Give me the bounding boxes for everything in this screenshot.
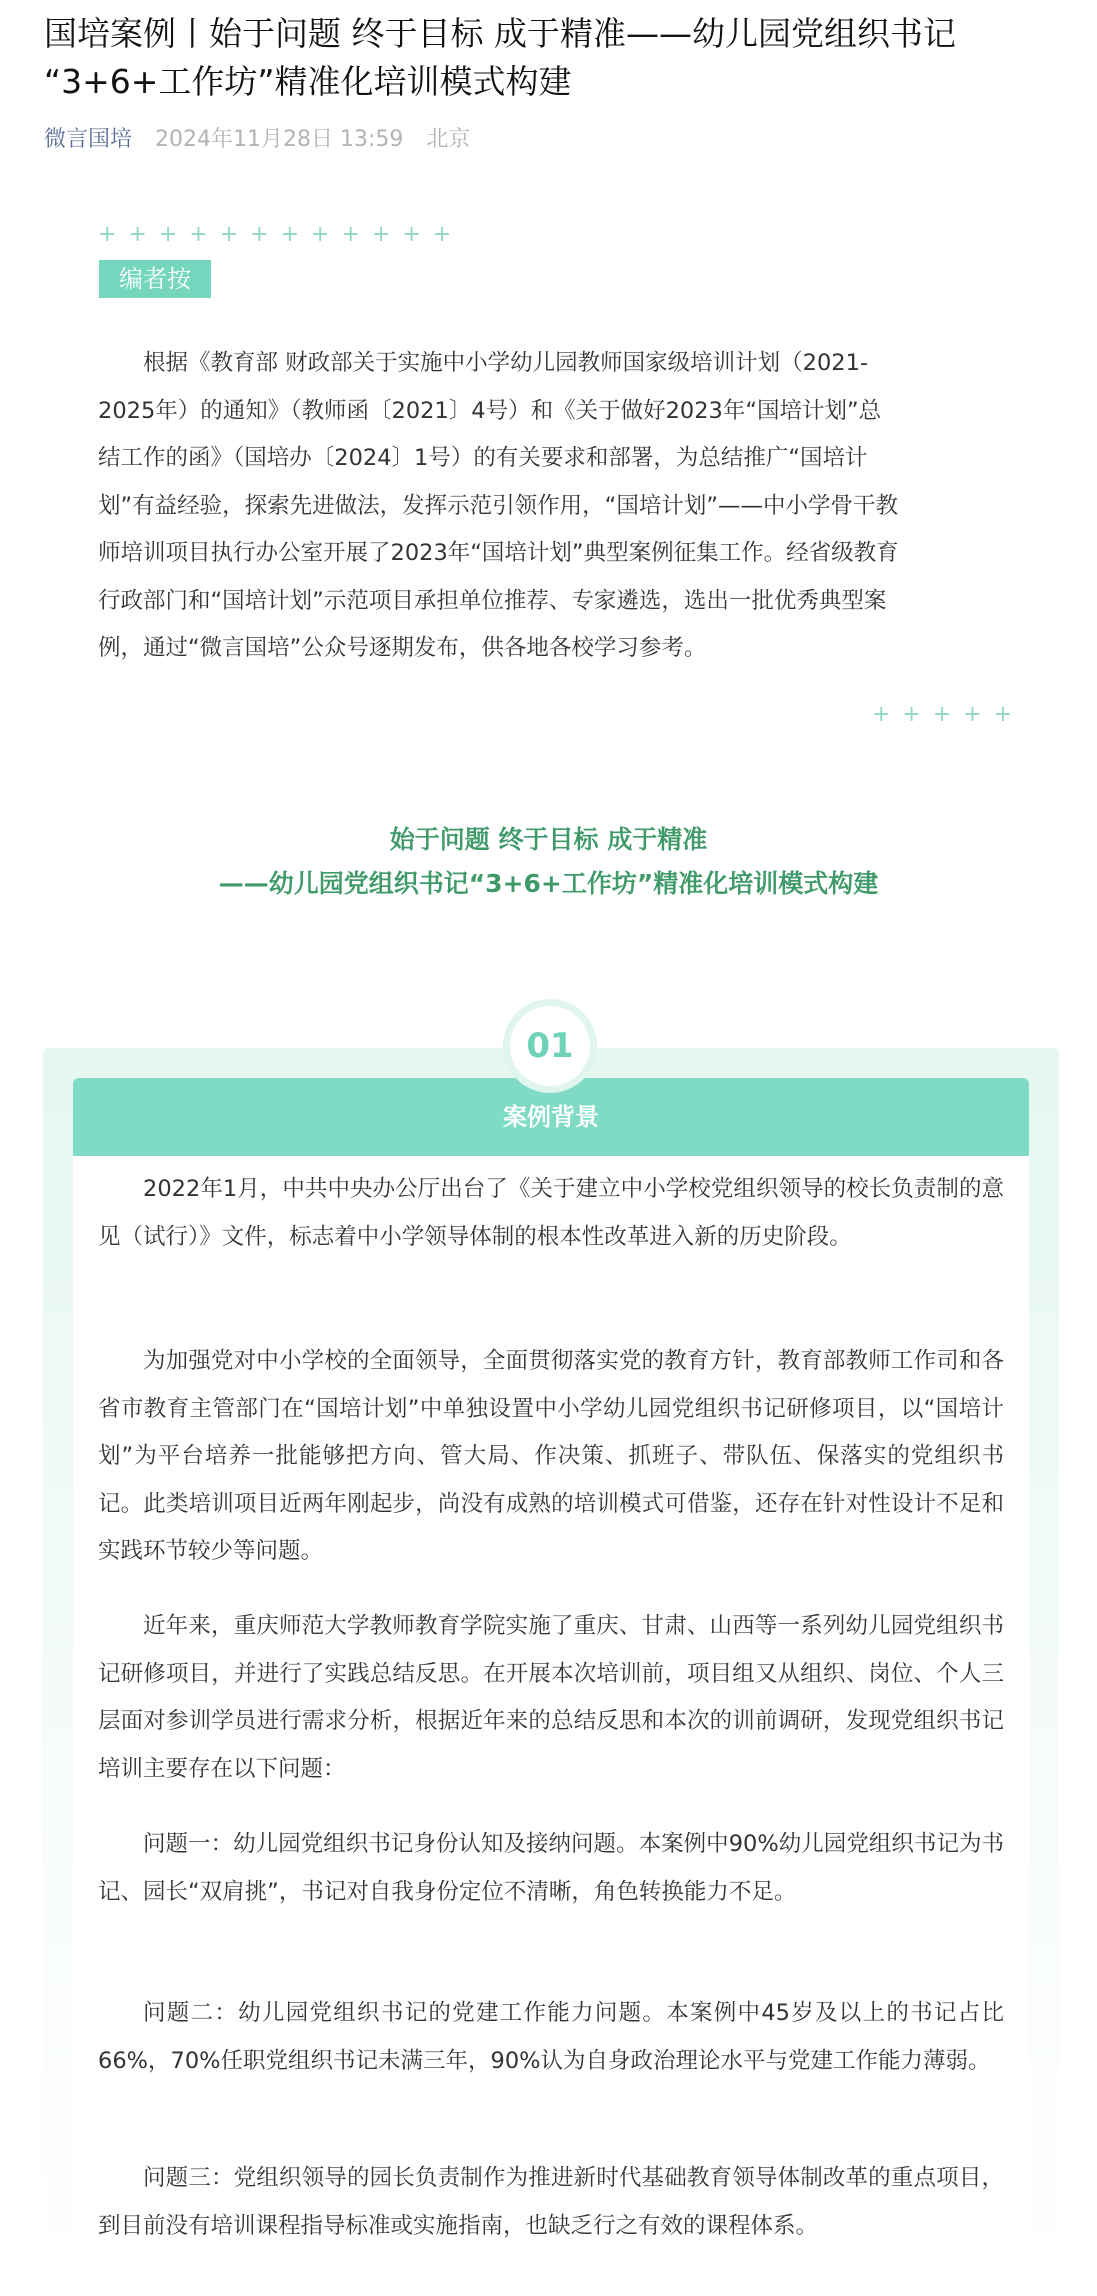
article-title-line2: “3+6+工作坊”精准化培训模式构建 — [44, 62, 572, 101]
editor-note-text — [98, 340, 1004, 673]
article-title — [44, 10, 1054, 106]
editor-note-line: 行政部门和“国培计划”示范项目承担单位推荐、专家遴选，选出一批优秀典型案 — [98, 587, 887, 614]
section-paragraph: 问题二：幼儿园党组织书记的党建工作能力问题。本案例中45岁及以上的书记占比66%，70%任职党组织书记未满三年，90%认为自身政治理论水平与党建工作能力薄弱。 — [98, 2000, 1004, 2074]
section-heading: 案例背景 — [503, 1103, 599, 1131]
case-subtitle-line1: 始于问题 终于目标 成于精准 — [389, 825, 708, 854]
section-paragraph: 近年来，重庆师范大学教师教育学院实施了重庆、甘肃、山西等一系列幼儿园党组织书记研修项目，并进行了实践总结反思。在开展本次培训前，项目组又从组织、岗位、个人三层面对参训学员进行需求分析，根据近年来的总结反思和本次的训前调研，发现党组织书记培训主要存在以下问题： — [98, 1613, 1004, 1782]
editor-note-line: 2025年）的通知》（教师函〔2021〕4号）和《关于做好2023年“国培计划”总 — [98, 397, 882, 424]
editor-note-line: 划”有益经验，探索先进做法，发挥示范引领作用，“国培计划”——中小学骨干教 — [98, 492, 898, 519]
editor-note-tag: 编者按 — [99, 260, 211, 298]
section-card-header — [73, 1078, 1029, 1156]
editor-note-line: 师培训项目执行办公室开展了2023年“国培计划”典型案例征集工作。经省级教育 — [98, 540, 899, 566]
editor-note-line: 结工作的函》（国培办〔2024〕1号）的有关要求和部署，为总结推广“国培计 — [98, 445, 868, 471]
article-meta — [44, 124, 486, 156]
section-paragraph: 问题三：党组织领导的园长负责制作为推进新时代基础教育领导体制改革的重点项目，到目前没有培训课程指导标准或实施指南，也缺乏行之有效的课程体系。 — [98, 2165, 1004, 2239]
editor-note-line: 例，通过“微言国培”公众号逐期发布，供各地各校学习参考。 — [98, 635, 707, 661]
account-name-link[interactable]: 微言国培 — [44, 127, 133, 152]
publish-date: 2024年11月28日 13:59 — [155, 127, 404, 152]
plus-decoration-top: ++++++++++++ — [98, 222, 464, 247]
editor-note-line: 根据《教育部 财政部关于实施中小学幼儿园教师国家级培训计划（2021- — [143, 350, 869, 376]
article-title-line1: 国培案例丨始于问题 终于目标 成于精准——幼儿园党组织书记 — [44, 14, 956, 53]
plus-decoration-bottom: +++++ — [872, 702, 1025, 727]
case-subtitle-line2: ——幼儿园党组织书记“3+6+工作坊”精准化培训模式构建 — [218, 869, 879, 898]
section-paragraph: 2022年1月，中共中央办公厅出台了《关于建立中小学校党组织领导的校长负责制的意见（试行）》文件，标志着中小学领导体制的根本性改革进入新的历史阶段。 — [98, 1176, 1004, 1250]
section-number-badge: 01 — [510, 1006, 590, 1086]
section-paragraph: 为加强党对中小学校的全面领导，全面贯彻落实党的教育方针，教育部教师工作司和各省市教育主管部门在“国培计划”中单独设置中小学幼儿园党组织书记研修项目，以“国培计划”为平台培养一批能够把方向、管大局、作决策、抓班子、带队伍、保落实的党组织书记。此类培训项目近两年刚起步，尚没有成熟的培训模式可借鉴，还存在针对性设计不足和实践环节较少等问题。 — [98, 1348, 1004, 1564]
publish-location: 北京 — [426, 127, 471, 152]
section-paragraph: 问题一：幼儿园党组织书记身份认知及接纳问题。本案例中90%幼儿园党组织书记为书记、园长“双肩挑”，书记对自我身份定位不清晰，角色转换能力不足。 — [98, 1831, 1004, 1905]
